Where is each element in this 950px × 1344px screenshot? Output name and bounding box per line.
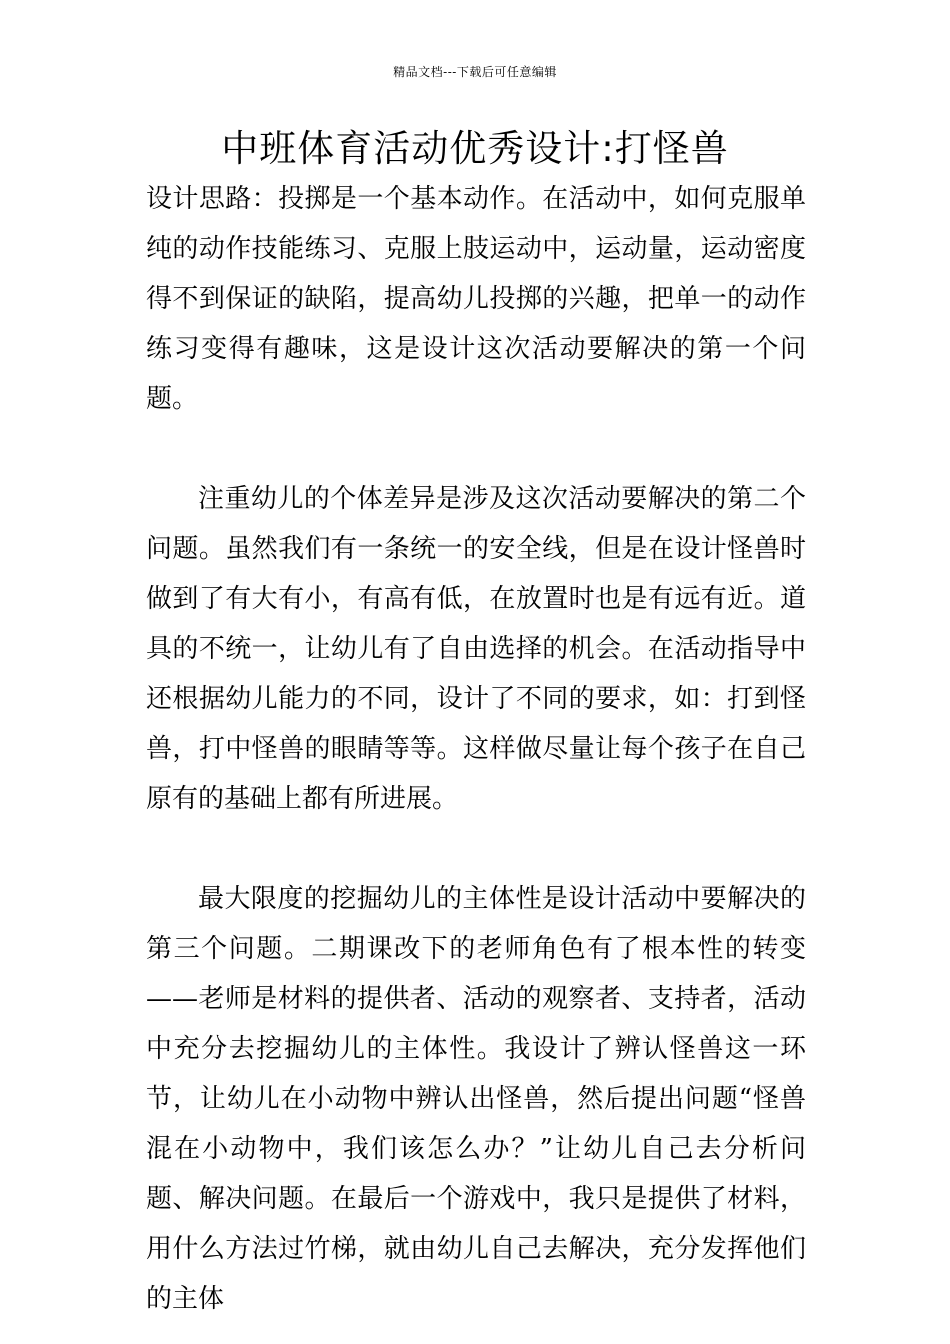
- paragraph-design-idea: 设计思路：投掷是一个基本动作。在活动中，如何克服单纯的动作技能练习、克服上肢运动中，运动量，运动密度得不到保证的缺陷，提高幼儿投掷的兴趣，把单一的动作练习变得有趣味，这是设计这次活动要解决的第一个问题。: [146, 184, 806, 414]
- paragraph-spacer: [146, 424, 806, 474]
- document-title: 中班体育活动优秀设计:打怪兽: [221, 127, 729, 170]
- document-body: [146, 174, 806, 1324]
- paragraph-individual-differences: 注重幼儿的个体差异是涉及这次活动要解决的第二个问题。虽然我们有一条统一的安全线，但是在设计怪兽时做到了有大有小，有高有低，在放置时也是有远有近。道具的不统一，让幼儿有了自由选择的机会。在活动指导中还根据幼儿能力的不同，设计了不同的要求，如：打到怪兽，打中怪兽的眼睛等等。这样做尽量让每个孩子在自己原有的基础上都有所进展。: [146, 484, 806, 814]
- page-header: 精品文档---下载后可任意编辑: [393, 65, 557, 79]
- paragraph-child-initiative: 最大限度的挖掘幼儿的主体性是设计活动中要解决的第三个问题。二期课改下的老师角色有了根本性的转变——老师是材料的提供者、活动的观察者、支持者，活动中充分去挖掘幼儿的主体性。我设计了辨认怪兽这一环节，让幼儿在小动物中辨认出怪兽，然后提出问题“怪兽混在小动物中，我们该怎么办？”让幼儿自己去分析问题、解决问题。在最后一个游戏中，我只是提供了材料，用什么方法过竹梯，就由幼儿自己去解决，充分发挥他们的主体: [146, 884, 806, 1314]
- paragraph-spacer: [146, 824, 806, 874]
